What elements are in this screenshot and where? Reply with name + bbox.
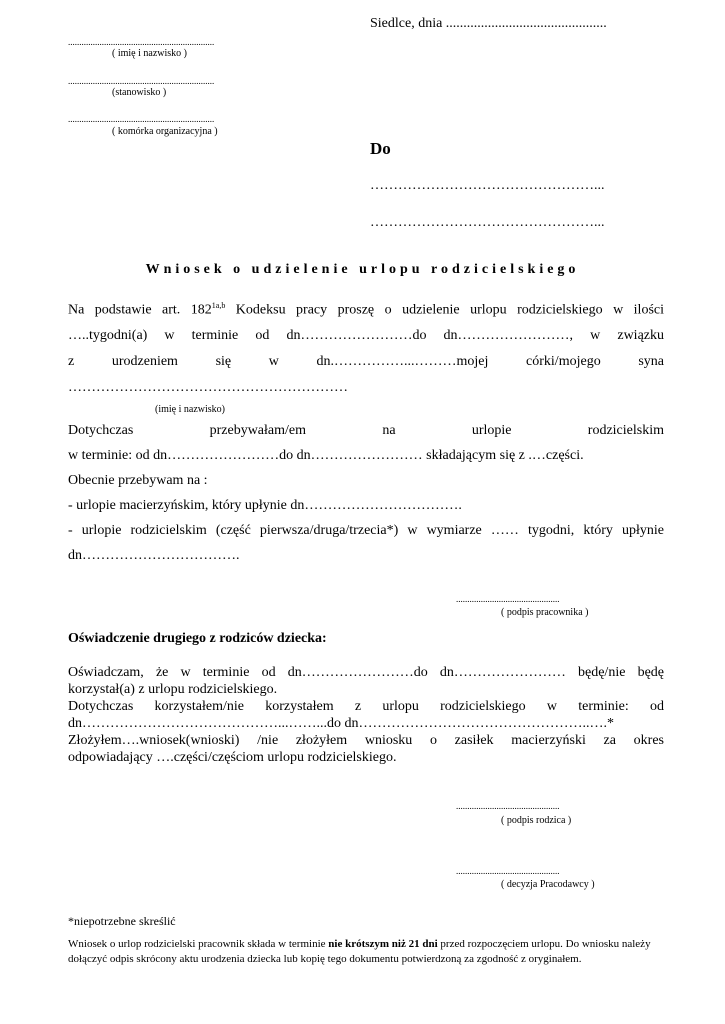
body-line-4: …………………………………………………… [68,380,348,395]
body-line-8: - urlopie macierzyńskim, który upłynie dn……………………………. [68,498,462,513]
recipient-label: Do [370,139,391,158]
department-caption: ( komórka organizacyjna ) [112,126,218,137]
declaration-heading: Oświadczenie drugiego z rodziców dziecka: [68,631,327,646]
body-line-3: z urodzeniem się w dn.……………...………mojej córki/mojego syna [68,354,664,369]
body-line-1-b: Kodeksu pracy proszę o udzielenie urlopu rodzicielskiego w ilości [225,302,664,318]
body-line-10: dn……………………………. [68,548,240,563]
declaration-line-6: odpowiadający ….części/częściom urlopu rodzicielskiego. [68,750,397,765]
position-caption: (stanowisko ) [112,87,167,98]
employer-decision-dots: .............................................. [456,866,560,876]
declaration-line-3: Dotychczas korzystałem/nie korzystałem z urlopu rodzicielskiego w terminie: od [68,699,664,714]
body-line-1 [68,301,664,319]
article-superscript: 1a,b [211,301,226,310]
body-line-1-a: Na podstawie art. 182 [68,302,212,318]
child-name-caption: (imię i nazwisko) [155,404,225,415]
position-dots: ................................................................. [68,76,215,86]
footnote: *niepotrzebne skreślić [68,914,176,928]
employee-signature-dots: .............................................. [456,594,560,604]
document-title: Wniosek o udzielenie urlopu rodzicielskiego [145,262,580,277]
body-line-2: …..tygodni(a) w terminie od dn……………………do dn……………………, w związku [68,328,664,343]
body-line-7: Obecnie przebywam na : [68,473,208,488]
name-dots: ................................................................. [68,37,215,47]
recipient-line-2: …………………………………………... [370,215,605,230]
footer-info-a: Wniosek o urlop rodzicielski pracownik składa w terminie [68,938,329,950]
place-date: Siedlce, dnia .............................................. [370,16,607,31]
name-caption: ( imię i nazwisko ) [112,48,187,59]
employee-signature-caption: ( podpis pracownika ) [501,607,589,618]
declaration-line-5: Złożyłem….wniosek(wnioski) /nie złożyłem wniosku o zasiłek macierzyński za okres [68,733,664,748]
parent-signature-caption: ( podpis rodzica ) [501,815,572,826]
footer-info-bold: nie krótszym niż 21 dni [328,938,438,950]
body-line-9: - urlopie rodzicielskim (część pierwsza/druga/trzecia*) w wymiarze …… tygodni, który upłynie [68,523,664,538]
footer-info [68,937,664,967]
parent-signature-dots: .............................................. [456,801,560,811]
body-line-6: w terminie: od dn……………………do dn…………………… składającym się z .…części. [68,448,584,463]
body-line-5: Dotychczas przebywałam/em na urlopie rodzicielskim [68,423,664,438]
recipient-line-1: …………………………………………... [370,178,605,193]
footer-info-b: przed rozpoczęciem urlopu. Do wniosku należy dołączyć odpis skrócony aktu urodzenia dziecka lub kopię tego dokumentu potwierdzoną za zgodność z oryginałem. [68,938,651,965]
declaration-line-1: Oświadczam, że w terminie od dn……………………do dn…………………… będę/nie będę [68,665,664,680]
employer-decision-caption: ( decyzja Pracodawcy ) [501,879,595,890]
declaration-line-2: korzystał(a) z urlopu rodzicielskiego. [68,682,278,697]
department-dots: ................................................................. [68,114,215,124]
declaration-line-4: dn……………………………………...……...do dn…………………………………………..….* [68,716,614,731]
